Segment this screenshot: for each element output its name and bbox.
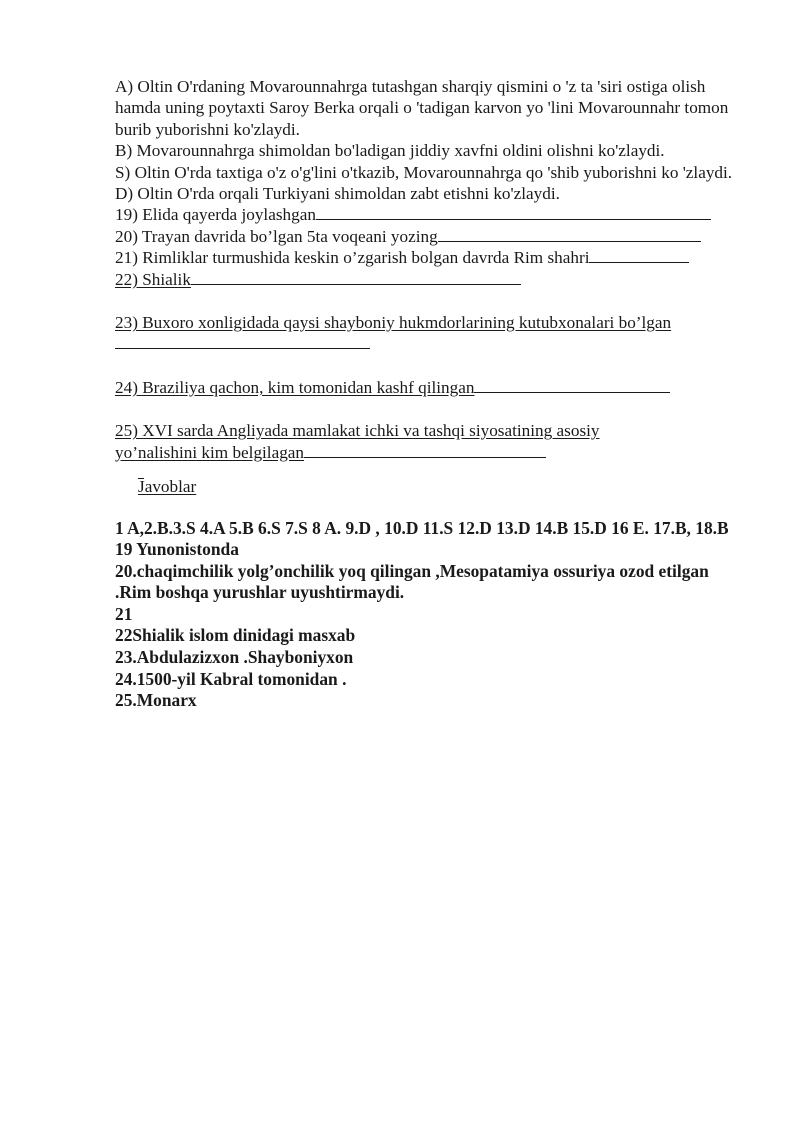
answer-blank <box>191 269 521 285</box>
answer-25: 25.Monarx <box>115 690 197 711</box>
question-24: 24) Braziliya qachon, kim tomonidan kashf qilingan <box>115 377 745 398</box>
answer-24: 24.1500-yil Kabral tomonidan . <box>115 668 347 689</box>
answers-title: Javoblar <box>138 477 197 497</box>
option-b: B) Movarounnahrga shimoldan bo'ladigan jiddiy xavfni oldini olishni ko'zlaydi. <box>115 141 665 161</box>
answer-21: 21 <box>115 603 133 624</box>
question-22: 22) Shialik <box>115 269 745 290</box>
answer-23: 23.Abdulazizxon .Shayboniyxon <box>115 647 354 668</box>
question-20: 20) Trayan davrida bo’lgan 5ta voqeani yozing <box>115 226 745 247</box>
question-25: 25) XVI sarda Angliyada mamlakat ichki va tashqi siyosatining asosiy yo’nalishini kim belgilagan <box>115 421 600 462</box>
answer-1-18: 1 A,2.B.3.S 4.A 5.B 6.S 7.S 8 A. 9.D , 10.D 11.S 12.D 13.D 14.B 15.D 16 E. 17.B, 18.B <box>115 517 729 538</box>
option-a: A) Oltin O'rdaning Movarounnahrga tutashgan sharqiy qismini o 'z ta 'siri ostiga olish hamda uning poytaxti Saroy Berka orqali o 'tadigan karvon yo 'lini Movarounnahr tomon burib yuborishni ko'zlaydi. <box>115 77 729 139</box>
question-21: 21) Rimliklar turmushida keskin o’zgarish bolgan davrda Rim shahri <box>115 247 745 268</box>
document-page <box>115 76 745 712</box>
answers-block <box>115 518 745 712</box>
option-s: S) Oltin O'rda taxtiga o'z o'g'lini o'tkazib, Movarounnahrga qo 'shib yuborishni ko 'zlaydi. <box>115 162 733 182</box>
answer-blank <box>474 377 670 393</box>
question-19: 19) Elida qayerda joylashgan <box>115 204 745 225</box>
option-d: D) Oltin O'rda orqali Turkiyani shimoldan zabt etishni ko'zlaydi. <box>115 184 560 204</box>
answer-19: 19 Yunonistonda <box>115 539 239 560</box>
answer-22: 22Shialik islom dinidagi masxab <box>115 625 356 646</box>
answer-blank <box>589 247 689 263</box>
answer-blank <box>316 204 711 220</box>
question-23: 23) Buxoro xonligidada qaysi shayboniy hukmdorlarining kutubxonalari bo’lgan <box>115 312 675 355</box>
answer-blank <box>438 226 701 242</box>
answer-20: 20.chaqimchilik yolg’onchilik yoq qilingan ,Mesopatamiya ossuriya ozod etilgan .Rim boshqa yurushlar uyushtirmaydi. <box>115 560 709 603</box>
answer-blank <box>304 442 546 458</box>
answer-blank <box>115 333 370 349</box>
